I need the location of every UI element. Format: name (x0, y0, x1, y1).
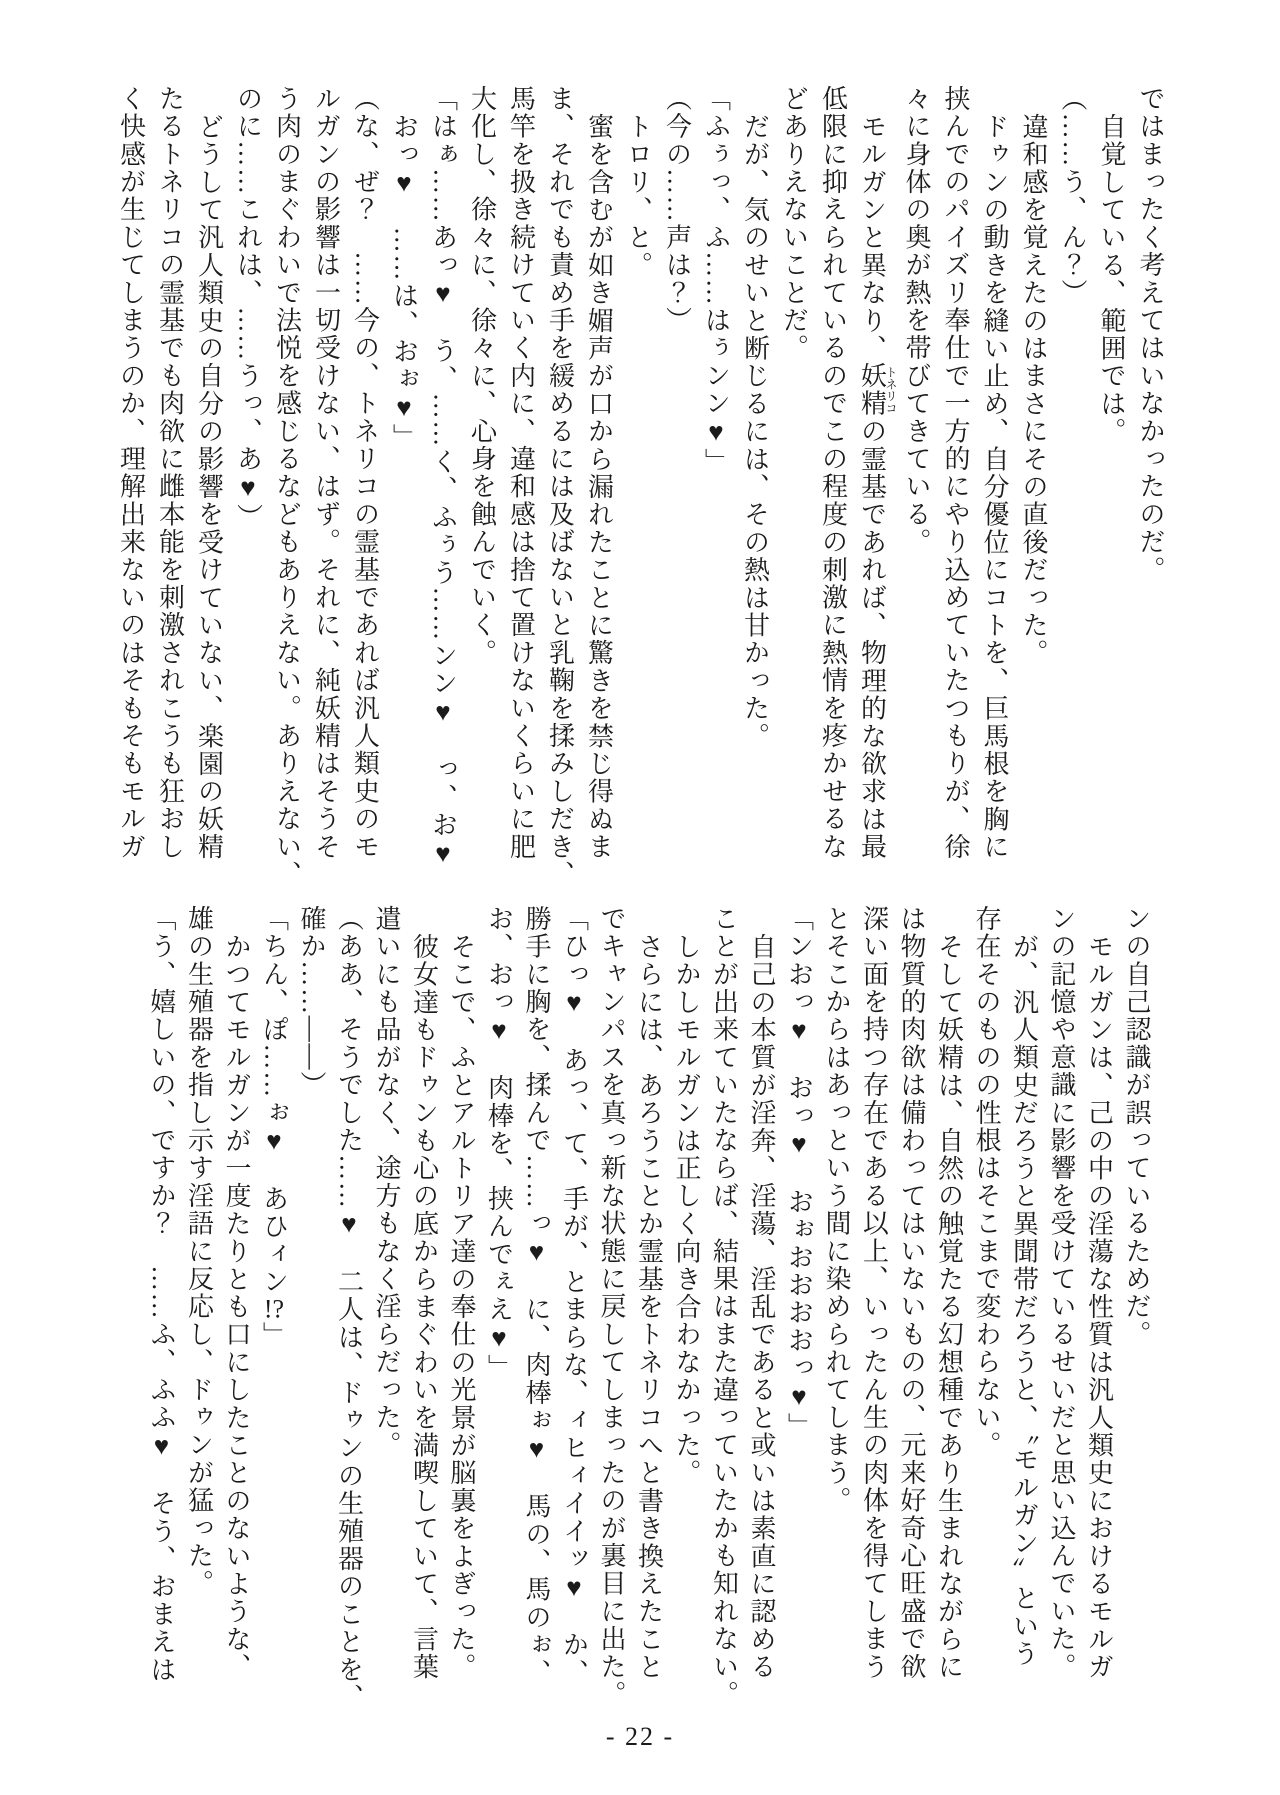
text-column: 自己の本質が淫奔、淫蕩、淫乱であると或いは素直に認める (747, 932, 776, 1681)
text-column: お、おっ♥ 肉棒を、挟んでぇえ♥」 (484, 905, 514, 1382)
text-column: 自覚している、範囲では。 (1097, 112, 1126, 446)
text-column: （今の……声は？） (662, 85, 692, 335)
text-column: （ああ、そうでした……♥ 二人は、ドゥンの生殖器のことを、 (334, 905, 364, 1712)
text-column: ま、それでも責め手を緩めるには及ばないと乳鞠を揉みしだき、 (545, 85, 575, 889)
text-column: おっ♥ ……は、おぉ♥」 (389, 112, 419, 452)
text-column: 大化し、徐々に、徐々に、心身を蝕んでいく。 (467, 85, 497, 667)
text-column: ンの自己認識が誤っているためだ。 (1122, 905, 1151, 1349)
ruby-base: 妖精トネリコ (857, 362, 898, 418)
text-column: 雄の生殖器を指し示す淫語に反応し、ドゥンが猛った。 (184, 905, 214, 1598)
text-column: く快感が生じてしまうのか、理解出来ないのはそもそもモルガ (116, 85, 146, 861)
text-column: （……う、ん？） (1058, 85, 1087, 307)
text-column: 確か……――） (297, 905, 326, 1099)
text-column: のに……これは、……うっ、あ♥） (233, 85, 263, 532)
text-column: モルガンと異なり、妖精トネリコの霊基であれば、物理的な欲求は最 (857, 112, 898, 861)
page-number: - 22 - (605, 1722, 675, 1751)
text-column: どうして汎人類史の自分の影響を受けていない、楽園の妖精 (194, 112, 224, 861)
text-column: ことが出来ていたならば、結果はまた違っていたかも知れない。 (709, 905, 739, 1709)
text-column: かつてモルガンが一度たりとも口にしたことのないような、 (222, 932, 251, 1681)
text-column: 違和感を覚えたのはまさにその直後だった。 (1019, 112, 1048, 667)
text-block-top (112, 85, 1171, 889)
text-column: 彼女達もドゥンも心の底からまぐわいを満喫していて、言葉 (409, 932, 439, 1681)
text-column: トロリ、と。 (623, 112, 653, 279)
text-column: でキャンパスを真っ新な状態に戻してしまったのが裏目に出た。 (597, 905, 626, 1709)
text-column: 挟んでのパイズリ奉仕で一方的にやり込めていたつもりが、徐 (941, 85, 970, 861)
text-column: とそこからはあっという間に染められてしまう。 (822, 905, 851, 1515)
text-column: 勝手に胸を、揉んで……っ♥ に、肉棒ぉ♥ 馬の、馬のぉ、 (522, 905, 551, 1687)
ruby-text: トネリコ (884, 362, 898, 418)
text-column: そして妖精は、自然の触覚たる幻想種であり生まれながらに (934, 932, 964, 1681)
text-column: 蜜を含むが如き媚声が口から漏れたことに驚きを禁じ得ぬま (584, 112, 614, 861)
text-column: 深い面を持つ存在である以上、いったん生の肉体を得てしまう (859, 905, 889, 1681)
text-column: ドゥンの動きを縫い止め、自分優位にコトを、巨馬根を胸に (980, 112, 1009, 861)
text-column: 「ひっ♥ あっ、て、手が、とまらな、ィヒィイイッ♥ か、 (559, 905, 589, 1687)
text-column: だが、気のせいと断じるには、その熱は甘かった。 (740, 112, 770, 750)
text-column: しかしモルガンは正しく向き合わなかった。 (672, 932, 701, 1487)
text-block-bottom (143, 905, 1156, 1712)
text-column: モルガンは、己の中の淫蕩な性質は汎人類史におけるモルガ (1084, 932, 1114, 1681)
text-column: そこで、ふとアルトリア達の奉仕の光景が脳裏をよぎった。 (447, 932, 476, 1681)
text-column: 「ふぅっ、ふ……はぅンン♥」 (701, 85, 731, 476)
text-column: ではまったく考えてはいなかったのだ。 (1136, 85, 1165, 584)
text-column: 遣いにも品がなく、途方もなく淫らだった。 (372, 905, 401, 1459)
text-column: ルガンの影響は一切受けない、はず。それに、純妖精はそうそ (311, 85, 341, 861)
text-column: 々に身体の奥が熱を帯びてきている。 (902, 85, 931, 556)
text-column: たるトネリコの霊基でも肉欲に雌本能を刺激されこうも狂おし (155, 85, 185, 861)
text-column: 「う、嬉しいの、ですか？ ……ふ、ふふ♥ そう、おまえは (147, 905, 176, 1684)
text-column: う肉のまぐわいで法悦を感じるなどもありえない。ありえない、 (272, 85, 302, 889)
text-column: は物質的肉欲は備わってはいないものの、元来好奇心旺盛で欲 (897, 905, 926, 1681)
text-column: さらには、あろうことか霊基をトネリコへと書き換えたこと (634, 932, 664, 1681)
text-column: （な、ぜ？ ……今の、トネリコの霊基であれば汎人類史のモ (350, 85, 380, 861)
text-column: 存在そのものの性根はそこまで変わらない。 (972, 905, 1001, 1459)
text-column: が、汎人類史だろうと異聞帯だろうと、〝モルガン〟という (1009, 932, 1039, 1668)
text-column: 「ンおっ♥ おっ♥ おぉおおおおっ♥」 (784, 905, 814, 1441)
text-column: 「はぁ……あっ♥ う、……く、ふぅう……ンン♥ っ、お♥ (428, 85, 458, 870)
text-column: ンの記憶や意識に影響を受けているせいだと思い込んでいた。 (1047, 905, 1076, 1681)
text-column: 低限に抑えられているのでこの程度の刺激に熱情を疼かせるな (818, 85, 848, 861)
text-column: 「ちん、ぽ……ぉ♥ あひィン!?」 (259, 905, 289, 1350)
tate-chu-yoko: !? (263, 1295, 285, 1322)
text-column: どありえないことだ。 (779, 85, 809, 362)
text-column: 馬竿を扱き続けていく内に、違和感は捨て置けないくらいに肥 (506, 85, 536, 861)
